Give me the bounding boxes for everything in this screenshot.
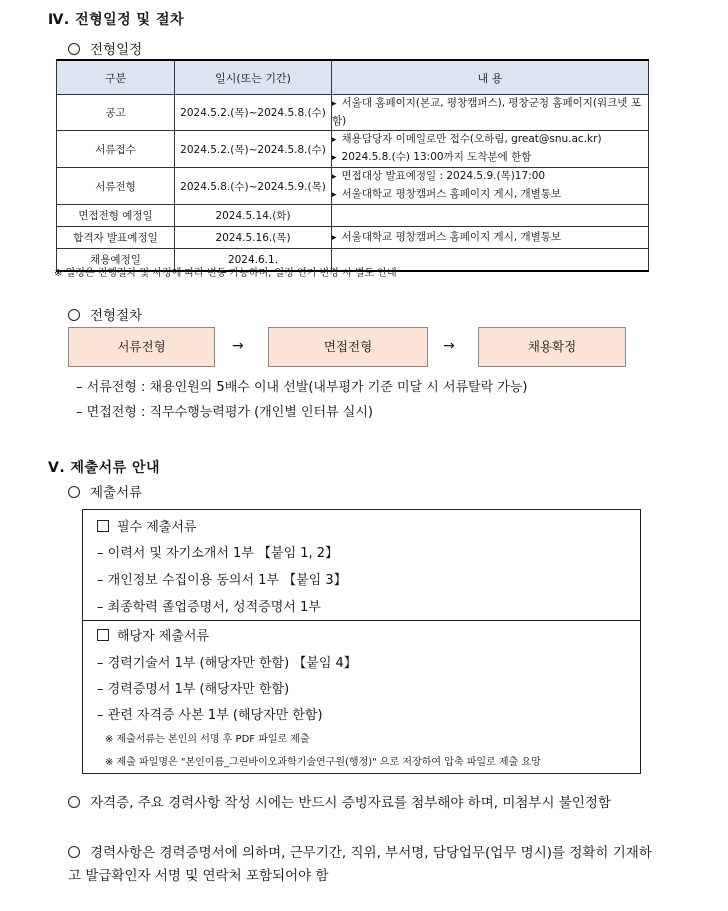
table-row	[57, 227, 649, 249]
row-content	[332, 168, 649, 205]
step-hiring-confirmed: 채용확정	[478, 327, 626, 367]
list-item: – 관련 자격증 사본 1부 (해당자만 한함)	[97, 708, 323, 723]
row-date: 2024.5.2.(목)~2024.5.8.(수)	[175, 95, 332, 131]
list-item: – 최종학력 졸업증명서, 성적증명서 1부	[97, 600, 321, 615]
header-category: 구분	[57, 60, 175, 95]
circle-bullet-icon	[68, 796, 80, 808]
section-5-title: Ⅴ. 제출서류 안내	[48, 460, 161, 476]
row-label: 면접전형 예정일	[57, 205, 175, 227]
content-item: ▸ 서울대학교 평창캠퍼스 홈페이지 게시, 개별통보	[332, 229, 648, 247]
submission-note: ※ 제출 파일명은 "본인이름_그린바이오과학기술연구원(행정)" 으로 저장하여 압축 파일로 제출 요망	[105, 757, 541, 768]
row-label: 채용예정일	[57, 249, 175, 272]
row-content	[332, 227, 649, 249]
row-date: 2024.5.14.(화)	[175, 205, 332, 227]
required-documents-box	[82, 509, 641, 621]
circle-bullet-icon	[68, 309, 80, 321]
procedure-detail: – 서류전형 : 채용인원의 5배수 이내 선발(내부평가 기준 미달 시 서류탈락 가능)	[76, 380, 528, 395]
row-content	[332, 131, 649, 168]
row-date: 2024.6.1.	[175, 249, 332, 272]
required-heading-text: 필수 제출서류	[117, 520, 197, 535]
schedule-title: 전형일정	[90, 42, 143, 58]
optional-documents-box	[82, 619, 641, 774]
notice-text: 자격증, 주요 경력사항 작성 시에는 반드시 증빙자료를 첨부해야 하며, 미첨부시 불인정함	[90, 795, 611, 811]
table-row	[57, 131, 649, 168]
list-item: – 경력기술서 1부 (해당자만 한함) 【붙임 4】	[97, 656, 357, 671]
step-interview: 면접전형	[268, 327, 428, 367]
procedure-detail: – 면접전형 : 직무수행능력평가 (개인별 인터뷰 실시)	[76, 405, 373, 420]
table-row	[57, 205, 649, 227]
required-heading	[97, 516, 196, 535]
row-label: 서류전형	[57, 168, 175, 205]
schedule-heading	[68, 38, 142, 58]
table-row	[57, 168, 649, 205]
header-content: 내 용	[332, 60, 649, 95]
circle-bullet-icon	[68, 846, 80, 858]
schedule-header-row	[57, 60, 649, 95]
content-item: ▸ 서울대 홈페이지(본교, 평창캠퍼스), 평창군청 홈페이지(워크넷 포함)	[332, 95, 648, 130]
procedure-title: 전형절차	[90, 308, 143, 324]
row-content	[332, 95, 649, 131]
list-item: – 이력서 및 자기소개서 1부 【붙임 1, 2】	[97, 546, 339, 561]
circle-bullet-icon	[68, 43, 80, 55]
notice-career	[68, 842, 658, 888]
documents-title: 제출서류	[90, 485, 143, 501]
checkbox-icon	[97, 520, 109, 532]
notice-certificates	[68, 792, 658, 815]
list-item: – 개인정보 수집이용 동의서 1부 【붙임 3】	[97, 573, 347, 588]
header-date: 일시(또는 기간)	[175, 60, 332, 95]
circle-bullet-icon	[68, 486, 80, 498]
row-label: 공고	[57, 95, 175, 131]
row-date: 2024.5.2.(목)~2024.5.8.(수)	[175, 131, 332, 168]
optional-heading-text: 해당자 제출서류	[117, 629, 210, 644]
row-label: 서류접수	[57, 131, 175, 168]
step-document-screening: 서류전형	[68, 327, 215, 367]
table-row	[57, 95, 649, 131]
documents-heading	[68, 481, 142, 501]
submission-note: ※ 제출서류는 본인의 서명 후 PDF 파일로 제출	[105, 734, 310, 745]
checkbox-icon	[97, 629, 109, 641]
notice-text: 경력사항은 경력증명서에 의하며, 근무기간, 직위, 부서명, 담당업무(업무 명시)를 정확히 기재하고 발급확인자 서명 및 연락처 포함되어야 함	[68, 845, 652, 884]
list-item: – 경력증명서 1부 (해당자만 한함)	[97, 682, 290, 697]
arrow-icon: →	[232, 338, 244, 354]
arrow-icon: →	[443, 338, 455, 354]
content-item: ▸ 서울대학교 평창캠퍼스 홈페이지 게시, 개별통보	[332, 186, 648, 204]
content-item: ▸ 면접대상 발표예정일 : 2024.5.9.(목)17:00	[332, 168, 648, 186]
section-4-title: Ⅳ. 전형일정 및 절차	[48, 12, 184, 28]
row-label: 합격자 발표예정일	[57, 227, 175, 249]
row-date: 2024.5.16.(목)	[175, 227, 332, 249]
row-content	[332, 205, 649, 227]
optional-heading	[97, 625, 209, 644]
schedule-note: ※ 일정은 진행절차 및 사정에 따라 변동 가능하며, 일정 연기 변경 시 별도 안내	[54, 268, 397, 279]
schedule-table	[56, 59, 649, 272]
row-date: 2024.5.8.(수)~2024.5.9.(목)	[175, 168, 332, 205]
content-item: ▸ 채용담당자 이메일로만 접수(오하림, great@snu.ac.kr)	[332, 131, 648, 149]
content-item: ▸ 2024.5.8.(수) 13:00까지 도착분에 한함	[332, 149, 648, 167]
procedure-heading	[68, 304, 142, 324]
